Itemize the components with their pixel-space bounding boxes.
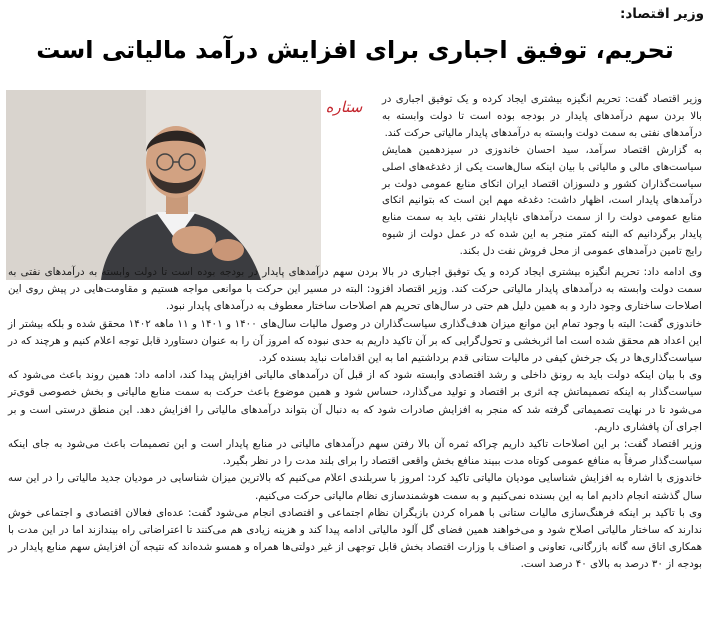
article-body: [8, 264, 702, 574]
body-paragraph: خاندوزی با اشاره به افزایش شناسایی مودیان مالیاتی تاکید کرد: امروز با سربلندی اعلام می‌کنیم که بالاترین میزان شناسایی در مودیان جدید مالیاتی را در این سه سال گذشته انجام دادیم اما به این بسنده نمی‌کنیم و به سمت هوشمندسازی نظام مالیاتی حرکت می‌کنیم.: [8, 472, 702, 502]
portrait-photo-icon: [6, 90, 321, 280]
body-paragraph: وی ادامه داد: تحریم انگیزه بیشتری ایجاد کرده و یک توفیق اجباری در بالا بردن سهم درآمدهای پایدار در بودجه بوده است تا دولت وابسته به درآمدهای نفتی به سمت دولت وابسته به درآمدهای پایدار مالیاتی حرکت کند. وزیر اقتصاد افزود: البته در مسیر این حرکت با موانعی مواجه هستیم و مقاومت‌هایی در پیش روی این اصلاحات ساختاری وجود دارد و به همین دلیل هم حتی در سال‌های تحریم هم اصلاحات ساختار معطوف به درآمدهای پایدار نبود.: [8, 266, 702, 313]
body-paragraph: وی با بیان اینکه دولت باید به رونق داخلی و رشد اقتصادی وابسته شود که از قبل آن درآمدهای مالیاتی افزایش پیدا کند، ادامه داد: همین روند باعث می‌شود که سیاست‌گذار به اینکه تصمیماتش چه اثری بر اقتصاد و تولید می‌گذارد، حساس شود و همین موضوع باعث حرکت به سمت منابع مالیاتی و بخش خصوصی قوی‌تر می‌شود تا در نهایت تصمیماتی گرفته شد که منجر به افزایش صادرات شود که به دنبال آن بتواند درآمدهای مالیاتی را افزایش دهد. این منطق درستی است و بر اجرای آن پافشاری داریم.: [8, 369, 702, 433]
portrait-photo: [6, 90, 321, 280]
column-paragraph: به گزارش اقتصاد سرآمد، سید احسان خاندوزی در سیزدهمین همایش سیاست‌های مالی و مالیاتی با بیان اینکه سال‌هاست یکی از دغدغه‌های اصلی سیاست‌گذاران کشور و دلسوزان اقتصاد ایران اتکای منابع عمومی دولت بر درآمدهای پایدار است، اظهار داشت: دغدغه مهم این است که بتوانیم اتکای منابع عمومی دولت را از سمت درآمدهای ناپایدار نفتی باید به سمت منابع پایدار برگردانیم که البته کمتر منجر به این شده که در عمل دولت از شیوه رایج تامین درآمدهای عمومی از محل فروش نفت دل بکند.: [382, 144, 702, 258]
kicker: وزیر اقتصاد:: [619, 6, 704, 22]
body-paragraph: خاندوزی گفت: البته با وجود تمام این موانع میزان هدف‌گذاری سیاست‌گذاران در وصول مالیات سال‌های ۱۴۰۰ و ۱۴۰۱ و ۱۱ ماهه ۱۴۰۲ محقق شده و بلکه بیشتر از این اعداد هم محقق شده است اما اثربخشی و تحول‌گرایی که بر آن تاکید داریم به حدی نبوده که امروز آن را به عنوان دستاورد قابل توجه اعلام کنیم و هرچند که در سیاست‌گذاری‌ها در یک جرخش کیفی در مالیات ستانی قدم برداشتیم اما به این اقدامات نباید بسنده کرد.: [8, 317, 703, 365]
intro-column: [382, 92, 702, 261]
source-logo: ستاره: [325, 98, 363, 116]
body-paragraph: وزیر اقتصاد گفت: بر این اصلاحات تاکید داریم چراکه ثمره آن بالا رفتن سهم درآمدهای مالیاتی در منابع پایدار است و این تصمیمات باعث می‌شود به جای اینکه سیاست‌گذار صرفاً به منافع عمومی کوتاه مدت ببیند منافع بخش واقعی اقتصاد را برای بلند مدت را در نظر بگیرد.: [8, 438, 702, 468]
headline: تحریم، توفیق اجباری برای افزایش درآمد مالیاتی است: [36, 36, 674, 64]
body-paragraph: وی با تاکید بر اینکه فرهنگ‌سازی مالیات ستانی با همراه کردن بازیگران نظام اجتماعی و اقتصادی انجام می‌شود گفت: عده‌ای فعالان اقتصادی و اجتماعی خوش ندارند که ساختار مالیاتی اصلاح شود و می‌خواهند همین فضای گل آلود مالیاتی ادامه پیدا کند و هزینه زیادی هم می‌کنند تا اعتراضاتی راه بیندازند اما در این مدت با همکاری اتاق سه گانه بازرگانی، تعاونی و اصناف با وزارت اقتصاد بخش قابل توجهی از غیر دولتی‌ها همراه و همسو شده‌اند که نتیجه آن افزایش سهم منابع پایدار در بودجه از ۳۰ درصد به بالای ۴۰ درصد است.: [8, 506, 702, 571]
column-paragraph: وزیر اقتصاد گفت: تحریم انگیزه بیشتری ایجاد کرده و یک توفیق اجباری در بالا بردن سهم درآمدهای پایدار در بودجه بوده است تا دولت وابسته به درآمدهای نفتی به سمت دولت وابسته به درآمدهای پایدار مالیاتی حرکت کند.: [382, 94, 702, 139]
